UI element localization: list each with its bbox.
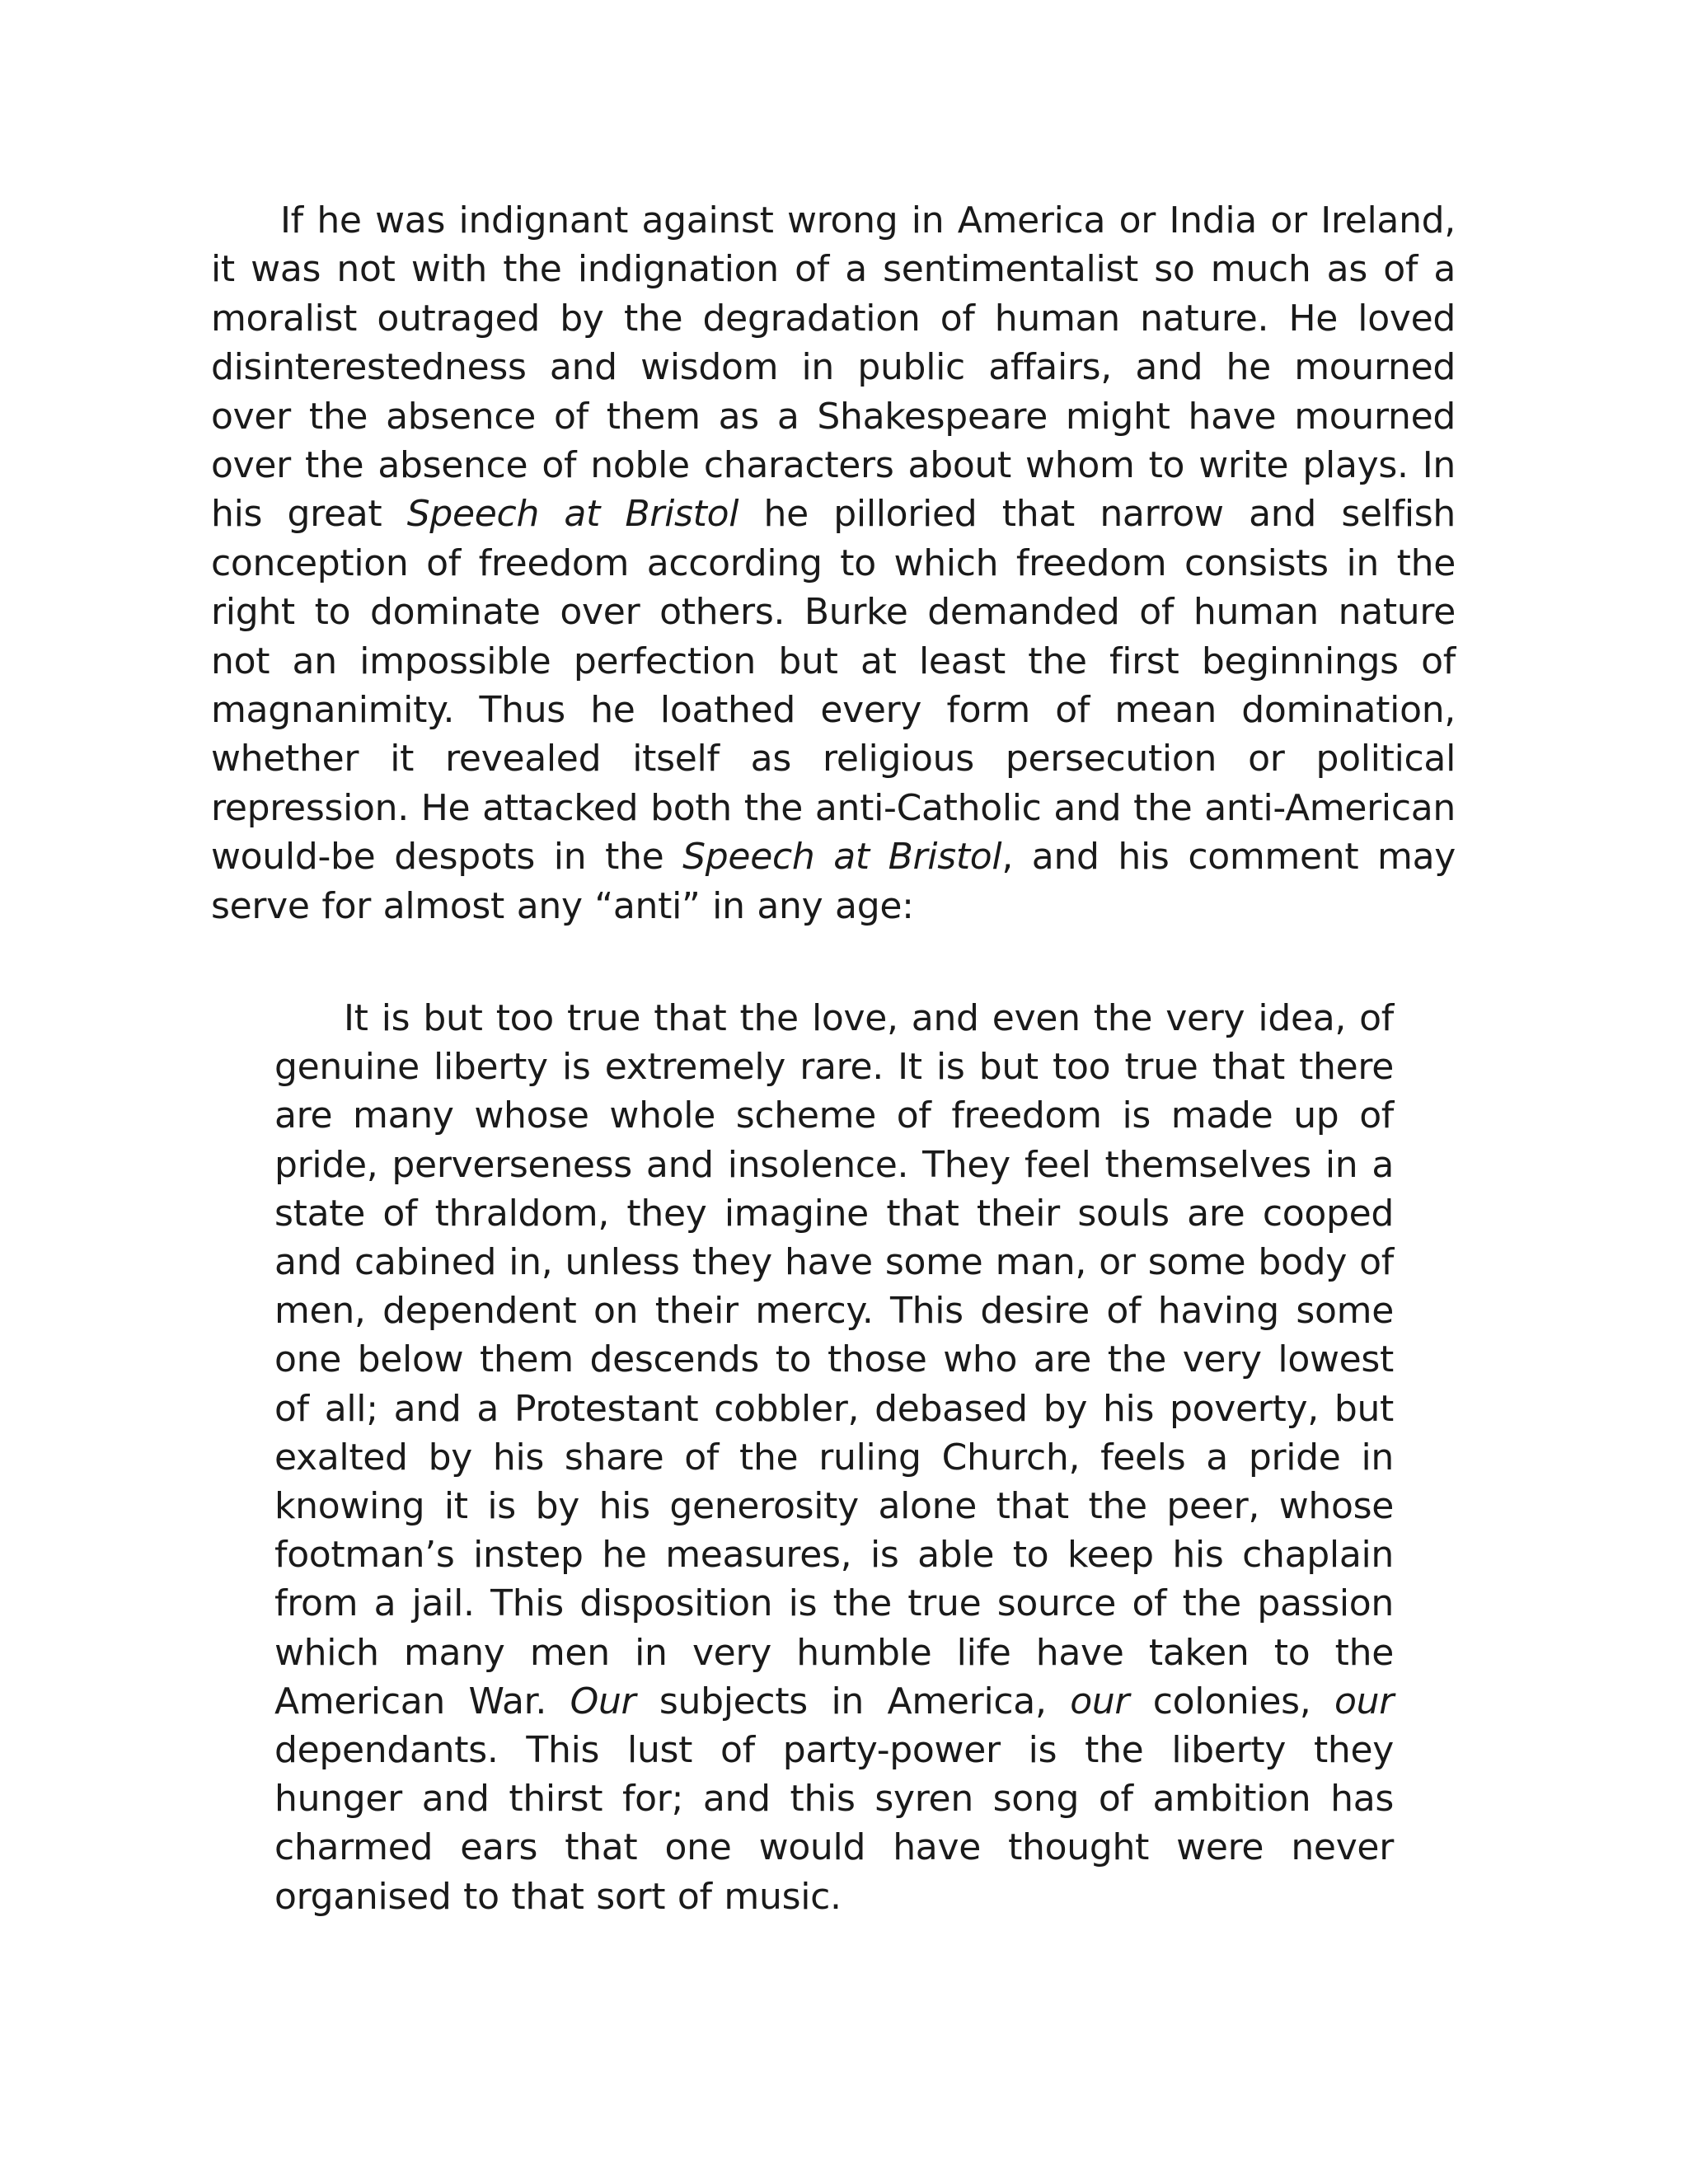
emphasis-text: our xyxy=(1334,1680,1394,1722)
body-paragraph xyxy=(211,196,1456,930)
paragraph-text: he pilloried that narrow and selfish conception of freedom according to which freedom consists in the right to dominate over others. Burke demanded of human nature not an impossible perfection but at least the first beginnings of magnanimity. Thus he loathed every form of mean domination, whether it revealed itself as religious persecution or political repression. He attacked both the anti-Catholic and the anti-American would-be despots in the xyxy=(211,493,1456,879)
block-quote xyxy=(274,994,1394,1921)
paragraph-text: , and his comment may serve for almost any “anti” in any age: xyxy=(211,836,1456,927)
emphasis-text: our xyxy=(1070,1680,1130,1722)
paragraph-text: If he was indignant against wrong in America or India or Ireland, it was not with the indignation of a sentimentalist so much as of a moralist outraged by the degradation of human nature. He loved disinterestedness and wisdom in public affairs, and he mourned over the absence of them as a Shakespeare might have mourned over the absence of noble characters about whom to write plays. In his great xyxy=(211,199,1456,536)
speech-title: Speech at Bristol xyxy=(406,493,739,536)
quote-text: colonies, xyxy=(1129,1680,1334,1722)
speech-title: Speech at Bristol xyxy=(682,836,1002,879)
emphasis-text: Our xyxy=(570,1680,636,1722)
quote-text: subjects in America, xyxy=(635,1680,1071,1722)
quote-text: It is but too true that the love, and even the very idea, of genuine liberty is extremely rare. It is but too true that there are many whose whole scheme of freedom is made up of pride, perverseness and insolence. They feel themselves in a state of thraldom, they imagine that their souls are cooped and cabined in, unless they have some man, or some body of men, dependent on their mercy. This desire of having some one below them descends to those who are the very lowest of all; and a Protestant cobbler, debased by his poverty, but exalted by his share of the ruling Church, feels a pride in knowing it is by his generosity alone that the peer, whose footman’s instep he measures, is able to keep his chaplain from a jail. This disposition is the true source of the passion which many men in very humble life have taken to the American War. xyxy=(274,997,1394,1722)
quote-text: dependants. This lust of party-power is the liberty they hunger and thirst for; and this syren song of ambition has charmed ears that one would have thought were never organised to that sort of music. xyxy=(274,1729,1394,1918)
